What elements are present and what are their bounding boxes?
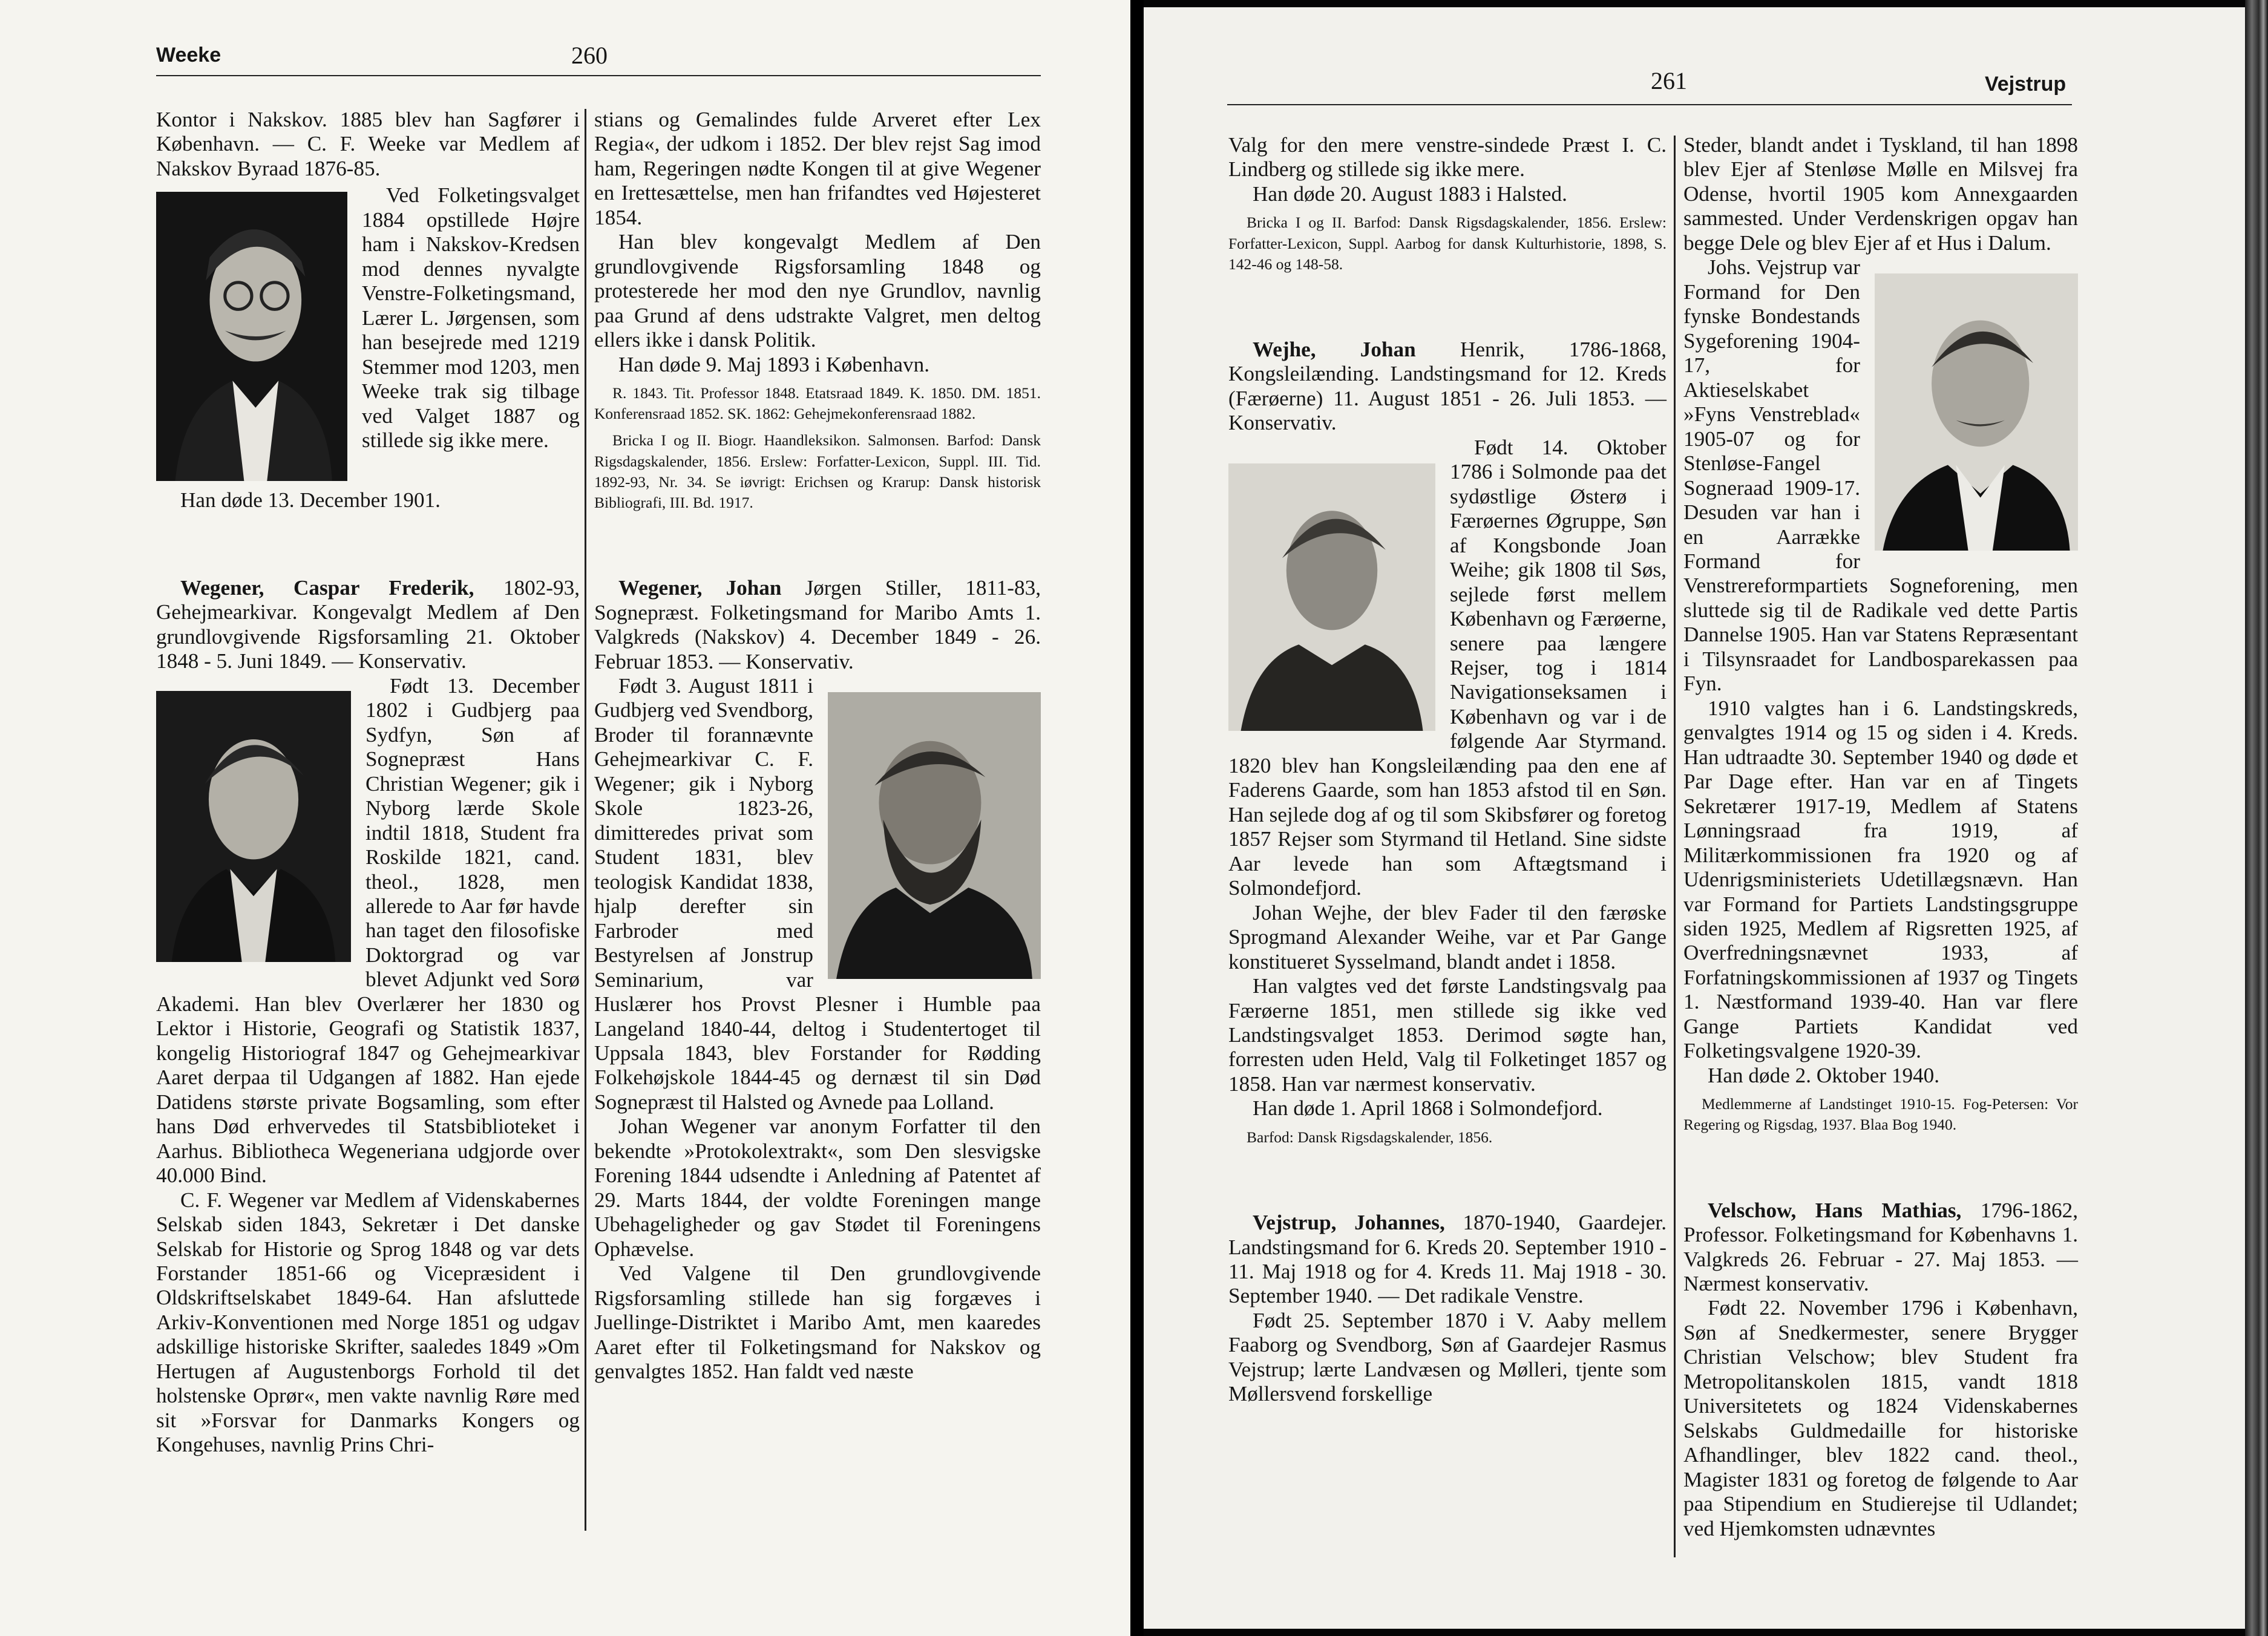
entry-name: Wegener, Johan <box>618 576 782 600</box>
entry-text: 1870-1940, Gaardejer. Landstingsmand for 6. Kreds 20. September 1910 - 11. Maj 1918 og for 4. Kreds 11. Maj 1918 - 30. September 1940. — Det radikale Venstre. <box>1228 1211 1667 1308</box>
portrait-wegener-johan <box>828 692 1041 979</box>
sources-note: Bricka I og II. Barfod: Dansk Rigsdagskalender, 1856. Erslew: Forfatter-Lexicon, Suppl. Aarbog for dansk Kulturhistorie, 1898, S. 142-46 og 148-58. <box>1228 214 1667 273</box>
left-column-2 <box>594 108 1041 1384</box>
paragraph-text: Født 3. August 1811 i Gudbjerg ved Svendborg, Broder til forannævnte Gehejmearkivar C. F. Wegener; gik i Nyborg Skole 1823-26, dimitteredes privat som Student 1831, blev teologisk Kandidat 1838, hjalp derefter sin Farbroder med Bestyrelsen af Jonstrup Seminarium, var Huslærer hos Provst Plesner i Humble paa Langeland 1840-44, deltog i Studentertoget til Uppsala 1843, blev Forstander for Rødding Folkehøjskole 1844-45 og dernæst til sin Død Sognepræst til Halsted og Avnede paa Lolland. <box>594 673 1041 1114</box>
right-page <box>1144 7 2245 1629</box>
entry-text: 1796-1862, Professor. Folketingsmand for Københavns 1. Valgkreds 26. Februar - 27. Maj 1853. — Nærmest konservativ. <box>1683 1198 2079 1295</box>
paragraph: C. F. Wegener var Medlem af Videnskabernes Selskab siden 1843, Sekretær i Det danske Selskab for Historie og Sprog 1848 og var dets Forstander 1851-66 og Vicepræsident i Oldskriftselskabet 1849-64. Han afsluttede Arkiv-Konventionen med Norge 1851 og udgav adskillige historiske Skrifter, saaledes 1849 »Om Hertugen af Augustenborgs Forhold til det holstenske Oprør«, men vakte navnlig Røre med sit »Forsvar for Danmarks Kongers og Kongehuses, navnlig Prins Chri- <box>156 1188 580 1457</box>
sources-note: Barfod: Dansk Rigsdagskalender, 1856. <box>1247 1128 1493 1146</box>
right-column-2 <box>1683 133 2078 1541</box>
sources-note: Medlemmerne af Landstinget 1910-15. Fog-Petersen: Vor Regering og Rigsdag, 1937. Blaa Bog 1940. <box>1683 1095 2078 1134</box>
running-head-name: Weeke <box>156 44 221 67</box>
paragraph: Johan Wejhe, der blev Fader til den færøske Sprogmand Alexander Weihe, var et Par Gange konstitueret Sysselmand, blandt andet i 1858. <box>1228 900 1667 973</box>
portrait-vejstrup <box>1875 273 2078 551</box>
portrait-wejhe <box>1228 463 1435 731</box>
paragraph: Han døde 20. August 1883 i Halsted. <box>1253 182 1567 206</box>
entry-vejstrup <box>1228 1211 1667 1309</box>
left-page <box>0 0 1130 1636</box>
running-head-name: Vejstrup <box>1985 73 2066 96</box>
page-number: 261 <box>1651 67 1687 94</box>
book-spine <box>1130 0 1144 1636</box>
column-rule <box>585 109 586 1531</box>
paragraph: Valg for den mere venstre-sindede Præst I. C. Lindberg og stillede sig ikke mere. <box>1228 133 1667 182</box>
entry-text: Jørgen Stiller, 1811-83, Sognepræst. Folketingsmand for Maribo Amts 1. Valgkreds (Nakskov) 4. December 1849 - 26. Februar 1853. — Konservativ. <box>594 576 1041 673</box>
paragraph: stians og Gemalindes fulde Arveret efter Lex Regia«, der udkom i 1852. Der blev rejst Sag imod ham, Regeringen nødte Kongen til at give Wegener en Irettesættelse, men han frifandtes ved Højesteret 1854. <box>594 108 1041 229</box>
paragraph: Han døde 9. Maj 1893 i København. <box>618 352 930 376</box>
paragraph: Johan Wegener var anonym Forfatter til den bekendte »Protokolextrakt«, som Den slesvigske Forening 1844 udsendte i Anledning af Patentet af 29. Marts 1844, der voldte Foreningen mange Ubehageligheder og gav Stødet til Foreningens Ophævelse. <box>594 1114 1041 1261</box>
sources-note: Bricka I og II. Biogr. Haandleksikon. Salmonsen. Barfod: Dansk Rigsdagskalender, 1856. Erslew: Forfatter-Lexicon, Suppl. III. Tid. 1892-93, Nr. 34. Se iøvrigt: Erichsen og Krarup: Dansk historisk Bibliografi, III. Bd. 1917. <box>594 431 1041 511</box>
paragraph: Kontor i Nakskov. 1885 blev han Sagfører i København. — C. F. Weeke var Medlem af Nakskov Byraad 1876-85. <box>156 108 580 180</box>
entry-velschow <box>1683 1199 2078 1297</box>
header-rule <box>156 75 1041 76</box>
paragraph-born <box>156 674 580 1188</box>
paragraph: Han døde 2. Oktober 1940. <box>1708 1063 1940 1087</box>
portrait-image <box>1228 463 1435 731</box>
paragraph: Han døde 13. December 1901. <box>180 488 441 512</box>
entry-text: Henrik, 1786-1868, Kongsleilænding. Landstingsmand for 12. Kreds (Færøerne) 11. August 1851 - 26. Juli 1853. — Konservativ. <box>1228 337 1667 435</box>
paragraph-text: Født 14. Oktober 1786 i Solmonde paa det sydøstlige Østerø i Færøernes Øgruppe, Søn af Kongsbonde Joan Weihe; gik 1808 til Søs, sejlede først mellem København og Færøerne, senere paa længere Rejser, tog i 1814 Navigationseksamen i København og var i de følgende Aar Styrmand. 1820 blev han Kongsleilænding paa den ene af Faderens Gaarde, som han 1853 afstod til en Søn. Han sejlede dog af og til som Skibsfører og foretog 1857 Rejser som Styrmand til Hetland. Sine sidste Aar levede han som Aftægtsmand i Solmondefjord. <box>1228 435 1667 900</box>
portrait-image <box>1875 273 2078 551</box>
paragraph: Ved Folketingsvalget 1884 opstillede Højre ham i Nakskov-Kredsen mod dennes nyvalgte Venstre-Folketingsmand, Lærer L. Jørgensen, som han besejrede med 1219 Stemmer mod 1203, men Weeke trak sig tilbage ved Valget 1887 og stillede sig ikke mere. <box>362 183 580 453</box>
page-edge <box>2245 0 2268 1636</box>
honours-note: R. 1843. Tit. Professor 1848. Etatsraad 1849. K. 1850. DM. 1851. Konferensraad 1852. SK. 1862: Gehejmekonferensraad 1882. <box>594 384 1041 423</box>
left-column-1 <box>156 108 580 1458</box>
right-column-1 <box>1228 133 1667 1407</box>
portrait-wegener-caspar <box>156 691 351 962</box>
entry-name: Vejstrup, Johannes, <box>1253 1211 1445 1235</box>
paragraph: Han døde 1. April 1868 i Solmondefjord. <box>1253 1096 1603 1121</box>
paragraph-born <box>594 674 1041 1114</box>
paragraph: Steder, blandt andet i Tyskland, til han 1898 blev Ejer af Stenløse Mølle en Milsvej fra Odense, hvortil 1905 kom Annexgaarden sammested. Under Verdenskrigen opgav han begge Dele og blev Ejer af et Hus i Dalum. <box>1683 133 2078 255</box>
paragraph: Han valgtes ved det første Landstingsvalg paa Færøerne 1851, men stillede sig ikke ved Landstingsvalget 1853. Derimod søgte han, forresten uden Held, Valg til Folketinget 1857 og 1858. Han var nærmest konservativ. <box>1228 974 1667 1096</box>
column-rule <box>1674 136 1676 1557</box>
paragraph: Født 25. September 1870 i V. Aaby mellem Faaborg og Svendborg, Søn af Gaardejer Rasmus Vejstrup; lærte Landvæsen og Mølleri, tjente som Møllersvend forskellige <box>1228 1308 1667 1406</box>
portrait-weeke <box>156 192 347 481</box>
paragraph-text: Født 13. December 1802 i Gudbjerg paa Sydfyn, Søn af Sognepræst Hans Christian Wegener; gik i Nyborg lærde Skole indtil 1818, Student fra Roskilde 1821, cand. theol., 1828, men allerede to Aar før havde han taget den filosofiske Doktorgrad og var blevet Adjunkt ved Sorø Akademi. Han blev Overlærer her 1830 og Lektor i Historie, Geografi og Statistik 1837, kongelig Historiograf 1847 og Gehejmearkivar Aaret derpaa til Udgangen af 1882. Han ejede Datidens største private Bogsamling, som efter hans Død erhvervedes til Statsbiblioteket i Aarhus. Bibliotheca Wegeneriana udgjorde over 40.000 Bind. <box>156 673 580 1188</box>
portrait-image <box>156 691 351 962</box>
portrait-image <box>156 192 347 481</box>
portrait-image <box>828 692 1041 979</box>
entry-wejhe-johan <box>1228 338 1667 436</box>
entry-wegener-johan <box>594 576 1041 674</box>
paragraph-born <box>1228 436 1667 901</box>
entry-name: Wejhe, Johan <box>1253 337 1416 361</box>
paragraph: Født 22. November 1796 i København, Søn af Snedkermester, senere Brygger Christian Velschow; blev Student fra Metropolitanskolen 1815, vandt 1818 Universitetets og 1824 Videnskabernes Selskabs Guldmedaille for historiske Afhandlinger, blev 1822 cand. theol., Magister 1831 og foretog de følgende to Aar paa Stipendium en Studierejse til Udlandet; ved Hjemkomsten udnævntes <box>1683 1296 2078 1540</box>
entry-wegener-caspar <box>156 576 580 674</box>
paragraph-text: Johs. Vejstrup var Formand for Den fynske Bondestands Sygeforening 1904-17, for Aktieselskabet »Fyns Venstreblad« 1905-07 og for Stenløse-Fangel Sogneraad 1909-17. Desuden var han i en Aarrække Formand for Venstrereformpartiets Sogneforening, men sluttede sig til de Radikale ved dette Partis Dannelse 1905. Han var Statens Repræsentant i Tilsynsraadet for Landbosparekassen paa Fyn. <box>1683 255 2078 696</box>
paragraph: 1910 valgtes han i 6. Landstingskreds, genvalgtes 1914 og 15 og siden i 4. Kreds. Han udtraadte 30. September 1940 og døde et Par Dage efter. Han var en af Tingets Sekretærer 1917-19, Medlem af Statens Lønningsraad fra 1919, af Militærkommissionen fra 1920 og af Udenrigsministeriets Udetillægsnævn. Han var Formand for Partiets Landstingsgruppe siden 1925, Medlem af Rigsretten 1925, af Overfredningsnævnet 1933, af Forfatningskommissionen af 1937 og Tingets 1. Næstformand 1939-40. Han var flere Gange Partiets Kandidat ved Folketingsvalgene 1920-39. <box>1683 696 2078 1063</box>
header-rule <box>1227 104 2072 105</box>
paragraph: Ved Valgene til Den grundlovgivende Rigsforsamling stillede han sig forgæves i Juellinge-Distriktet i Maribo Amt, men kaaredes Aaret efter til Folketingsmand for Nakskov og genvalgtes 1852. Han faldt ved næste <box>594 1261 1041 1384</box>
paragraph-vejstrup-roles <box>1683 255 2078 696</box>
entry-name: Velschow, Hans Mathias, <box>1708 1198 1962 1222</box>
paragraph: Han blev kongevalgt Medlem af Den grundlovgivende Rigsforsamling 1848 og protesterede her mod den nye Grundlov, navnlig paa Grund af dens udstrakte Valgret, men deltog ellers ikke i dansk Politik. <box>594 230 1041 352</box>
page-number: 260 <box>571 42 608 69</box>
entry-name: Wegener, Caspar Frederik, <box>180 575 474 600</box>
entry-text: 1802-93, Gehejmearkivar. Kongevalgt Medlem af Den grundlovgivende Rigsforsamling 21. Oktober 1848 - 5. Juni 1849. — Konservativ. <box>156 575 580 673</box>
